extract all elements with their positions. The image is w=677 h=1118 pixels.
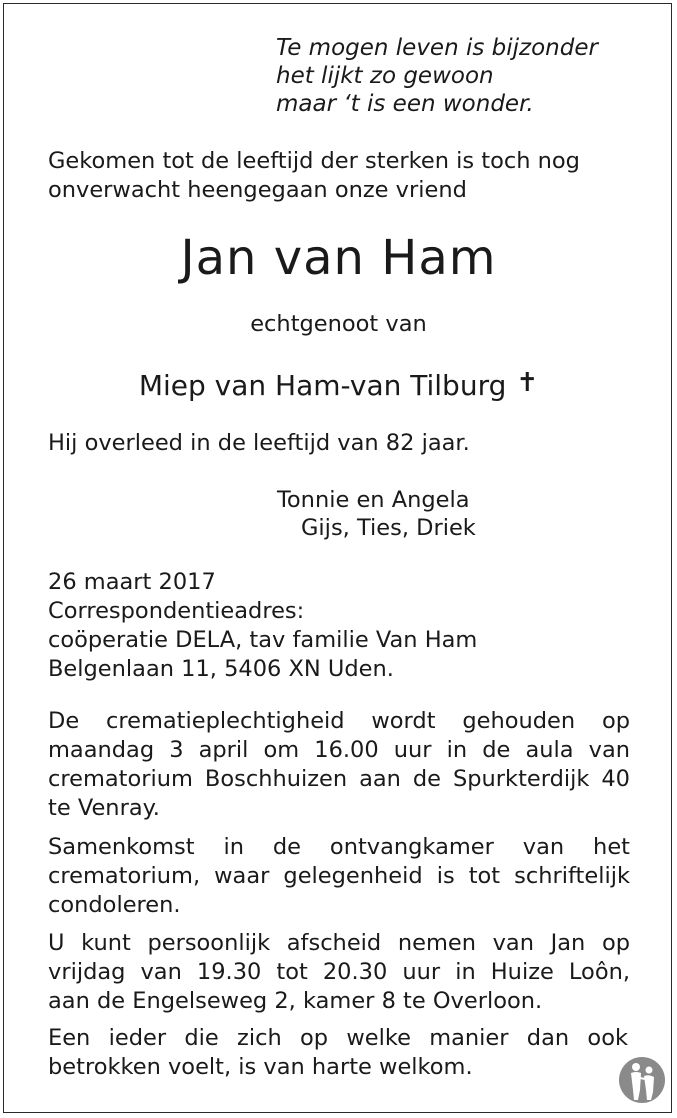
ceremony-line: De crematieplechtigheid wordt gehouden op xyxy=(48,708,630,734)
address-line: Correspondentieadres: xyxy=(48,598,305,624)
ceremony-text xyxy=(48,707,630,823)
poem xyxy=(276,34,598,118)
gathering-line: crematorium, waar gelegenheid is tot schriftelijk xyxy=(48,863,630,889)
poem-line: maar ‘t is een wonder. xyxy=(276,91,534,117)
poem-line: Te mogen leven is bijzonder xyxy=(276,35,598,61)
address-line: coöperatie DELA, tav familie Van Ham xyxy=(48,627,478,653)
farewell-line: aan de Engelseweg 2, kamer 8 te Overloon. xyxy=(48,988,543,1014)
farewell-line: U kunt persoonlijk afscheid nemen van Jan op xyxy=(48,930,630,956)
memorial-figures-icon xyxy=(618,1056,666,1104)
welcome-line: Een ieder die zich op welke manier dan ook xyxy=(48,1025,628,1051)
gathering-line: condoleren. xyxy=(48,892,181,918)
spouse-line xyxy=(0,368,677,405)
address-line: 26 maart 2017 xyxy=(48,569,216,595)
gathering-text xyxy=(48,833,630,920)
age-line: Hij overleed in de leeftijd van 82 jaar. xyxy=(48,430,470,456)
intro-line: onverwacht heengegaan onze vriend xyxy=(48,177,467,203)
ceremony-line: maandag 3 april om 16.00 uur in de aula van xyxy=(48,737,630,763)
family-line: Gijs, Ties, Driek xyxy=(301,515,476,541)
spouse-name: Miep van Ham-van Tilburg xyxy=(138,369,507,402)
welcome-line: betrokken voelt, is van harte welkom. xyxy=(48,1054,473,1080)
ceremony-line: crematorium Boschhuizen aan de Spurkterdijk 40 xyxy=(48,766,630,792)
age-text xyxy=(48,429,630,458)
gathering-line: Samenkomst in de ontvangkamer van het xyxy=(48,834,630,860)
intro-text xyxy=(48,147,630,205)
family-line: Tonnie en Angela xyxy=(277,487,470,513)
ceremony-line: te Venray. xyxy=(48,795,160,821)
relation-text: echtgenoot van xyxy=(250,311,427,337)
farewell-text xyxy=(48,929,630,1016)
address-block xyxy=(48,568,630,684)
deceased-name: Jan van Ham xyxy=(180,230,497,286)
intro-line: Gekomen tot de leeftijd der sterken is toch nog xyxy=(48,148,580,174)
cross-icon: ✝ xyxy=(516,368,539,398)
address-line: Belgenlaan 11, 5406 XN Uden. xyxy=(48,656,394,682)
poem-line: het lijkt zo gewoon xyxy=(276,63,494,89)
welcome-text xyxy=(48,1024,628,1082)
farewell-line: vrijdag van 19.30 tot 20.30 uur in Huize Loôn, xyxy=(48,959,630,985)
